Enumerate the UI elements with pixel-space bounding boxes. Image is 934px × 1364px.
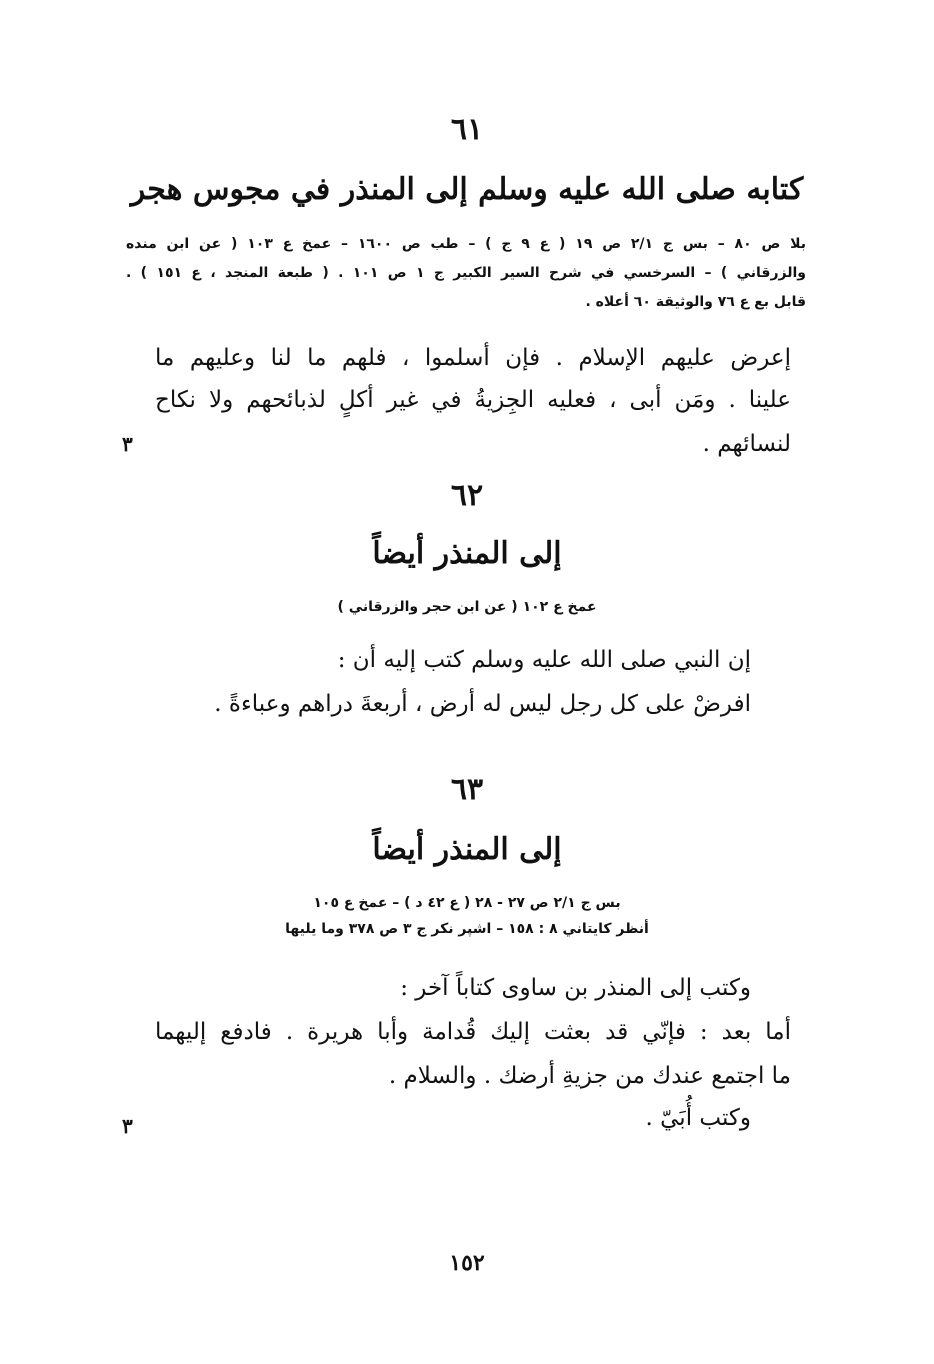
sources-61 <box>126 230 806 317</box>
text-line-61-1: إعرض عليهم الإسلام . فإن أسلموا ، فلهم ما لنا وعليهم ما <box>155 345 791 371</box>
text-line-61-2: علينا . ومَن أبى ، فعليه الجِزيةُ في غير أكلٍ لذبائحهم ولا نكاح <box>155 387 791 413</box>
source-line-63-2: أنظر كايتاني ٨ : ١٥٨ – اشپر نكر ج ٣ ص ٣٧٨ وما يليها <box>285 921 649 937</box>
page-number: ١٥٢ <box>449 1250 485 1276</box>
document-number-62: ٦٢ <box>450 478 484 513</box>
document-title-63: إلى المنذر أيضاً <box>372 832 562 867</box>
text-line-63-3: ما اجتمع عندك من جزيةِ أرضك . والسلام . <box>388 1063 791 1089</box>
sources-62 <box>0 594 934 620</box>
source-line-61-1: بلا ص ٨٠ – بس ج ٢/١ ص ١٩ ( ع ٩ ج ) – طب ص ١٦٠٠ – عمخ ع ١٠٣ ( عن ابن منده <box>126 236 807 252</box>
document-number-61: ٦١ <box>450 112 484 147</box>
margin-mark-63: ٣ <box>122 1114 133 1138</box>
source-line-61-2: والزرقاني ) – السرخسي في شرح السير الكبير ج ١ ص ١٠١ . ( طبعة المنجد ، ع ١٥١ ) . <box>126 265 806 281</box>
source-line-63-1: بس ج ٢/١ ص ٢٧ - ٢٨ ( ع ٤٢ د ) – عمخ ع ١٠٥ <box>313 895 621 911</box>
sources-63 <box>0 890 934 942</box>
source-line-62-1: عمخ ع ١٠٢ ( عن ابن حجر والزرقاني ) <box>337 599 597 615</box>
margin-mark-61: ٣ <box>122 432 133 456</box>
text-line-62-1: إن النبي صلى الله عليه وسلم كتب إليه أن : <box>337 647 751 673</box>
text-line-61-3: لنسائهم . <box>702 431 791 457</box>
document-title-61: كتابه صلى الله عليه وسلم إلى المنذر في مجوس هجر <box>130 172 804 207</box>
text-line-63-2: أما بعد : فإنّي قد بعثت إليك قُدامة وأبا هريرة . فادفع إليهما <box>155 1019 791 1045</box>
source-line-61-3: قابل بع ع ٧٦ والوثيقة ٦٠ أعلاه . <box>585 294 806 310</box>
document-title-62: إلى المنذر أيضاً <box>372 536 562 571</box>
text-line-62-2: افرضْ على كل رجل ليس له أرض ، أربعةَ دراهم وعباءةً . <box>214 691 751 717</box>
text-line-63-1: وكتب إلى المنذر بن ساوى كتاباً آخر : <box>400 975 751 1001</box>
text-line-63-4: وكتب أُبَيّ . <box>645 1105 751 1131</box>
document-number-63: ٦٣ <box>450 772 484 807</box>
